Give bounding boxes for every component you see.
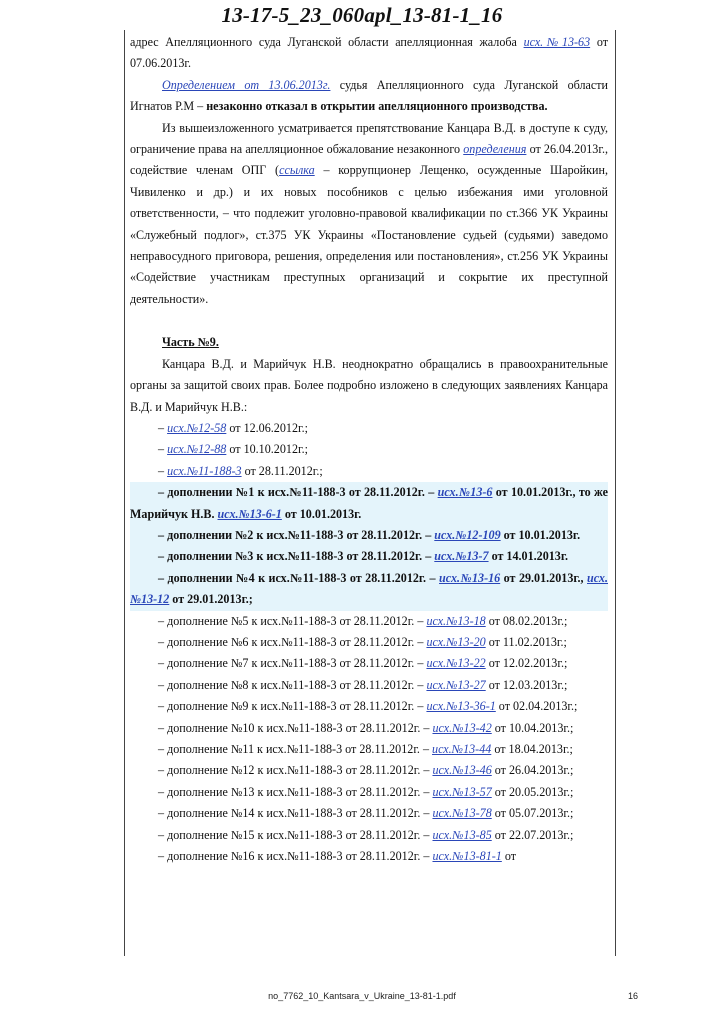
document-body: [130, 32, 608, 867]
item-text: от 29.01.2013г.,: [500, 570, 587, 585]
item-text: – дополнение №8 к исх.№11-188-3 от 28.11.2012г. –: [158, 677, 427, 692]
item-text: от 10.01.2013г.: [500, 527, 581, 542]
item-text: от 12.06.2012г.;: [226, 420, 308, 435]
paragraph: [130, 118, 608, 311]
list-item-highlighted: [130, 568, 608, 611]
document-link[interactable]: исх.№13-18: [426, 613, 486, 628]
paragraph-text: – коррупционер Лещенко, осужденные Шаройкин, Чивиленко и др.) и их новых пособников с целью избежания ими уголовной ответственности, – что подлежит уголовно-правовой квалификации по ст.366 УК Украины «Служебный подлог», ст.375 УК Украины «Постановление судьей (судьями) заведомо неправосудного приговора, решения, определения или постановления», ст.256 УК Украины «Содействие участникам преступных организаций и сокрытие их преступной деятельности».: [130, 163, 608, 306]
item-text: от 29.01.2013г.;: [169, 592, 253, 607]
list-item: [130, 439, 608, 460]
item-text: от 10.01.2013г.: [281, 506, 362, 521]
item-text: –: [158, 463, 168, 478]
document-link[interactable]: исх.№13-46: [432, 763, 492, 778]
page-number: 16: [628, 991, 639, 1001]
document-link[interactable]: исх.№13-6-1: [217, 506, 282, 521]
item-text: от 22.07.2013г.;: [491, 827, 574, 842]
paragraph: [130, 32, 608, 75]
list-item: [130, 632, 608, 653]
item-text: от 10.04.2013г.;: [491, 720, 574, 735]
document-link[interactable]: исх.№13-81-1: [432, 849, 502, 864]
item-text: от 08.02.2013г.;: [485, 613, 568, 628]
item-text: от 18.04.2013г.;: [491, 742, 573, 756]
document-link[interactable]: исх.№13-36-1: [426, 699, 496, 714]
supplement-list: [130, 611, 608, 868]
item-text: – дополнение №15 к исх.№11-188-3 от 28.11.2012г. –: [158, 827, 433, 842]
document-link[interactable]: определения: [463, 142, 527, 157]
document-link[interactable]: исх.№13-57: [432, 784, 492, 799]
list-item: [130, 782, 608, 803]
document-link[interactable]: Определением от 13.06.2013г.: [162, 77, 331, 92]
statement-list: [130, 418, 608, 482]
item-text: – дополнение №14 к исх.№11-188-3 от 28.11.2012г. –: [158, 806, 433, 821]
list-item: [130, 718, 608, 739]
footer-filename: no_7762_10_Kantsara_v_Ukraine_13-81-1.pdf: [268, 991, 456, 1001]
list-item-highlighted: [130, 482, 608, 525]
document-link[interactable]: исх.№13-78: [432, 806, 492, 821]
item-text: от 20.05.2013г.;: [491, 784, 574, 799]
paragraph-text: судья Апелляционного суда Луганской области Игнатов Р.М –: [130, 77, 608, 114]
item-text: от: [501, 849, 517, 864]
document-link[interactable]: исх.№13-6: [437, 485, 493, 500]
item-text: от 10.10.2012г.;: [226, 442, 308, 457]
list-item: [130, 653, 608, 674]
item-text: – дополнение №6 к исх.№11-188-3 от 28.11.2012г. –: [158, 634, 427, 649]
item-text: – дополнении №3 к исх.№11-188-3 от 28.11.2012г. –: [158, 549, 435, 564]
list-item: [130, 846, 608, 867]
item-text: от 26.04.2013г.;: [491, 763, 574, 778]
document-link[interactable]: исх.№13-7: [434, 549, 489, 564]
list-item: [130, 739, 608, 760]
item-text: от 11.02.2013г.;: [485, 634, 567, 649]
list-item: [130, 461, 608, 482]
list-item: [130, 696, 608, 717]
item-text: – дополнение №7 к исх.№11-188-3 от 28.11.2012г. –: [158, 656, 427, 671]
item-text: от 14.01.2013г.: [488, 549, 568, 564]
paragraph-text: от 26.04.2013г., содействие членам ОПГ (: [130, 142, 608, 178]
item-text: –: [158, 442, 168, 457]
paragraph-text: Из вышеизложенного усматривается препятствование Канцара В.Д. в доступе к суду, ограничение права на апелляционное обжалование незаконного: [130, 120, 608, 157]
list-item-highlighted: [130, 525, 608, 546]
paragraph: Канцара В.Д. и Марийчук Н.В. неоднократно обращались в правоохранительные органы за защитой своих прав. Более подробно изложено в следующих заявлениях Канцара В.Д. и Марийчук Н.В.:: [130, 356, 608, 414]
item-text: – дополнении №2 к исх.№11-188-3 от 28.11.2012г. –: [158, 527, 435, 542]
document-link[interactable]: исх.№13-22: [426, 656, 486, 671]
list-item: [130, 825, 608, 846]
item-text: от 10.01.2013г., то же Марийчук Н.В.: [130, 485, 608, 521]
section-title: Часть №9.: [162, 335, 219, 350]
list-item: [130, 760, 608, 781]
spacer: [130, 310, 608, 332]
document-link[interactable]: исх.№13-20: [426, 634, 486, 649]
document-link[interactable]: исх.№13-16: [439, 570, 501, 585]
highlighted-supplement-list: [130, 482, 608, 610]
item-text: – дополнение №16 к исх.№11-188-3 от 28.11.2012г. –: [158, 849, 433, 864]
document-link[interactable]: исх.№13-12: [130, 570, 609, 607]
item-text: от 12.02.2013г.;: [485, 656, 568, 671]
list-item-highlighted: [130, 546, 608, 567]
item-text: от 28.11.2012г.;: [241, 463, 323, 478]
list-item: [130, 803, 608, 824]
item-text: – дополнение №10 к исх.№11-188-3 от 28.11.2012г. –: [158, 720, 433, 735]
item-text: – дополнении №1 к исх.№11-188-3 от 28.11.2012г. –: [158, 485, 438, 500]
item-text: – дополнение №13 к исх.№11-188-3 от 28.11.2012г. –: [158, 784, 433, 799]
item-text: –: [158, 420, 168, 435]
item-text: – дополнение №12 к исх.№11-188-3 от 28.11.2012г. –: [158, 763, 433, 778]
bold-text: незаконно отказал в открытии апелляционного производства.: [206, 99, 548, 114]
item-text: от 05.07.2013г.;: [491, 806, 574, 821]
document-link[interactable]: исх.№13-63: [523, 35, 591, 49]
document-link[interactable]: исх.№13-42: [432, 720, 492, 735]
paragraph: [130, 75, 608, 118]
list-item: [130, 611, 608, 632]
list-item: [130, 418, 608, 439]
document-link[interactable]: исх.№12-58: [167, 420, 227, 435]
document-link[interactable]: исх.№13-27: [426, 677, 486, 692]
document-link[interactable]: исх.№13-85: [432, 827, 492, 842]
item-text: от 12.03.2013г.;: [485, 677, 568, 692]
document-header-title: 13-17-5_23_060apl_13-81-1_16: [221, 3, 503, 27]
item-text: – дополнении №4 к исх.№11-188-3 от 28.11.2012г. –: [158, 570, 440, 585]
paragraph-text: адрес Апелляционного суда Луганской области апелляционная жалоба: [130, 35, 524, 49]
paragraph-text: от 07.06.2013г.: [130, 35, 608, 71]
document-link[interactable]: исх.№11-188-3: [167, 463, 242, 478]
document-link[interactable]: исх.№12-109: [434, 527, 501, 542]
list-item: [130, 675, 608, 696]
item-text: – дополнение №5 к исх.№11-188-3 от 28.11.2012г. –: [158, 613, 427, 628]
document-link[interactable]: ссылка: [279, 163, 315, 178]
item-text: – дополнение №9 к исх.№11-188-3 от 28.11.2012г. –: [158, 699, 427, 714]
document-link[interactable]: исх.№12-88: [167, 442, 227, 457]
item-text: от 02.04.2013г.;: [495, 699, 578, 714]
document-link[interactable]: исх.№13-44: [432, 742, 492, 756]
item-text: – дополнение №11 к исх.№11-188-3 от 28.11.2012г. –: [158, 742, 433, 756]
